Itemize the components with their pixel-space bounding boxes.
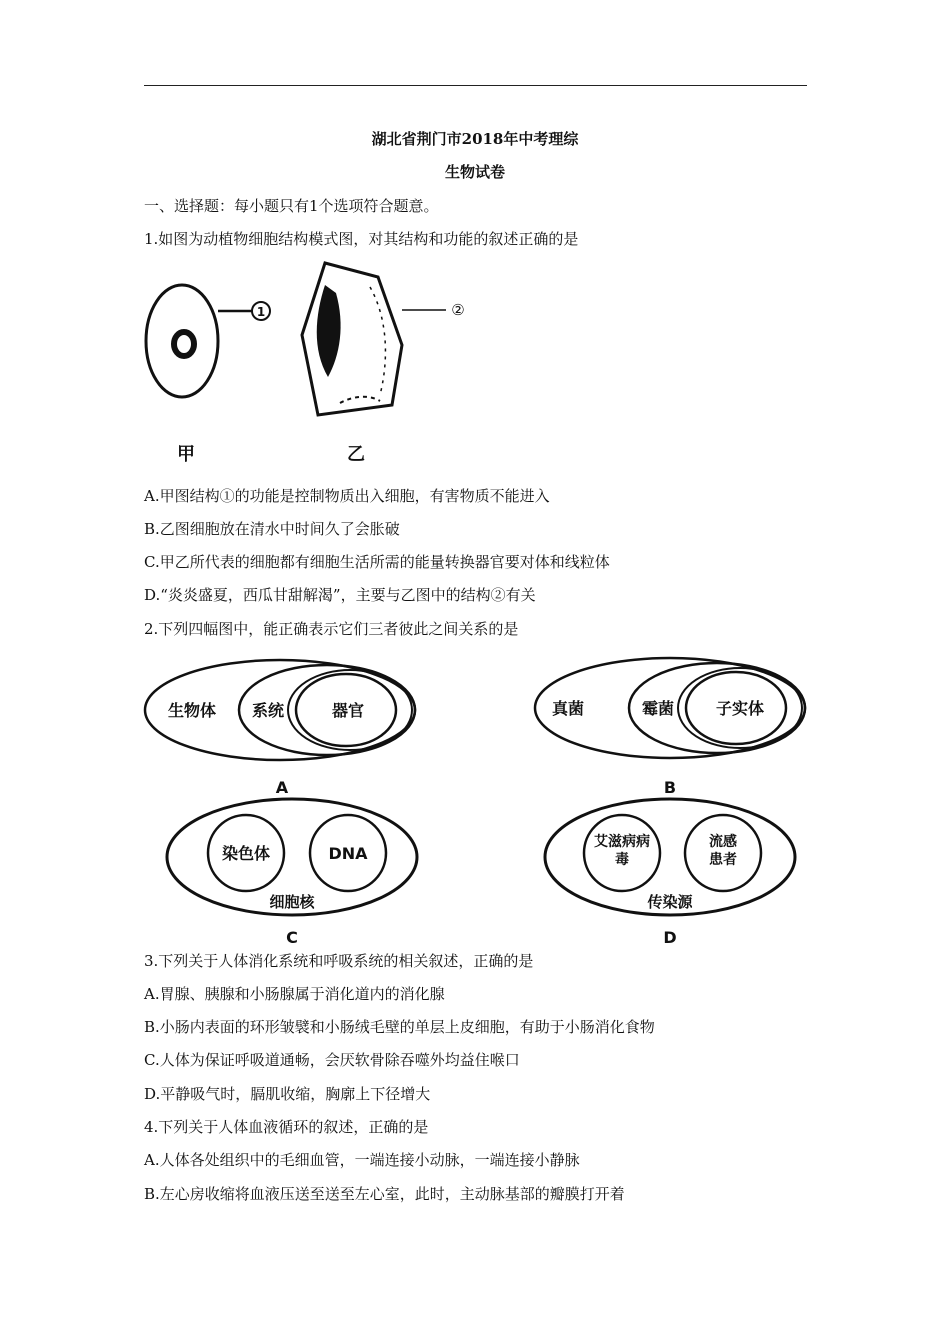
q3-option-c: C.人体为保证呼吸道通畅，会厌软骨除吞噬外均益住喉口 xyxy=(144,1051,520,1069)
q2-stem: 2.下列四幅图中，能正确表示它们三者彼此之间关系的是 xyxy=(144,620,519,638)
plant-cell-vacuole xyxy=(317,285,341,377)
q4-option-b: B.左心房收缩将血液压送至送至左心室，此时，主动脉基部的瓣膜打开着 xyxy=(144,1185,625,1203)
diagram-c-caption: C xyxy=(286,928,298,947)
diagram-b-middle-label: 霉菌 xyxy=(641,699,675,718)
q1-option-d: D.“炎炎盛夏，西瓜甘甜解渴”，主要与乙图中的结构②有关 xyxy=(144,586,536,604)
q4-stem: 4.下列关于人体血液循环的叙述，正确的是 xyxy=(144,1118,429,1136)
q4-option-a: A.人体各处组织中的毛细血管，一端连接小动脉，一端连接小静脉 xyxy=(144,1151,580,1169)
q2-diagram-d xyxy=(538,795,808,947)
diagram-b-inner-label: 子实体 xyxy=(715,699,765,718)
diagram-b-caption: B xyxy=(663,778,677,797)
header-rule xyxy=(144,85,807,86)
section-heading: 一、选择题：每小题只有1个选项符合题意。 xyxy=(144,197,439,215)
diagram-c-left-label: 染色体 xyxy=(221,844,271,863)
animal-cell-membrane xyxy=(146,285,218,397)
diagram-a-middle-label: 系统 xyxy=(251,701,285,720)
exam-title: 湖北省荆门市2018年中考理综 xyxy=(371,130,579,148)
q3-option-b: B.小肠内表面的环形皱襞和小肠绒毛壁的单层上皮细胞，有助于小肠消化食物 xyxy=(144,1018,655,1036)
marker-2-label: ② xyxy=(451,301,465,319)
diagram-c-container-label: 细胞核 xyxy=(269,893,315,911)
diagram-b-outer-label: 真菌 xyxy=(551,699,585,718)
q1-cell-figure xyxy=(140,255,500,470)
diagram-d-container-label: 传染源 xyxy=(647,893,693,911)
svg-text:1: 1 xyxy=(256,305,266,319)
q1-option-a: A.甲图结构①的功能是控制物质出入细胞，有害物质不能进入 xyxy=(144,487,550,505)
exam-subtitle: 生物试卷 xyxy=(444,163,505,181)
animal-cell-caption: 甲 xyxy=(177,444,195,465)
q3-option-d: D.平静吸气时，膈肌收缩，胸廓上下径增大 xyxy=(144,1085,431,1103)
diagram-a-inner-label: 器官 xyxy=(331,701,365,720)
plant-cell-caption: 乙 xyxy=(347,444,365,465)
diagram-a-outer-label: 生物体 xyxy=(167,701,217,720)
diagram-c-right-label: DNA xyxy=(328,844,368,863)
q3-stem: 3.下列关于人体消化系统和呼吸系统的相关叙述，正确的是 xyxy=(144,952,534,970)
diagram-a-caption: A xyxy=(275,778,289,797)
q2-diagram-a xyxy=(140,655,430,800)
q1-option-b: B.乙图细胞放在清水中时间久了会胀破 xyxy=(144,520,400,538)
q2-diagram-c xyxy=(160,795,430,947)
q3-option-a: A.胃腺、胰腺和小肠腺属于消化道内的消化腺 xyxy=(144,985,445,1003)
animal-cell-nucleus xyxy=(174,332,194,356)
diagram-d-left-label: 艾滋病病毒 xyxy=(594,834,650,868)
q1-stem: 1.如图为动植物细胞结构模式图，对其结构和功能的叙述正确的是 xyxy=(144,230,579,248)
diagram-d-right-label: 流感患者 xyxy=(709,834,737,868)
q1-option-c: C.甲乙所代表的细胞都有细胞生活所需的能量转换器官要对体和线粒体 xyxy=(144,553,610,571)
q2-diagram-b xyxy=(530,655,820,800)
diagram-d-caption: D xyxy=(663,928,677,947)
